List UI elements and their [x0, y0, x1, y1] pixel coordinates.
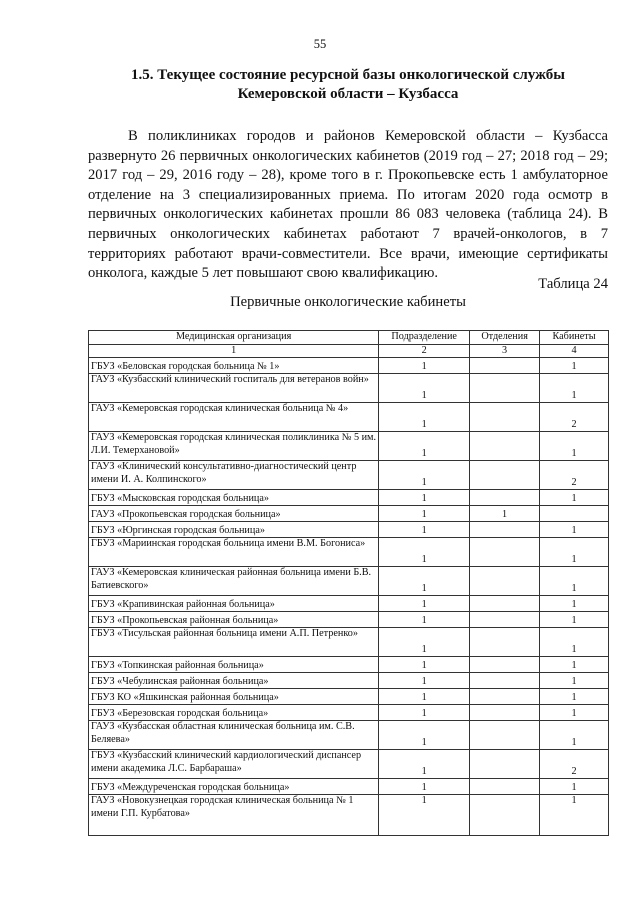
cabinets-cell: 1 [540, 490, 609, 506]
organization-cell: ГБУЗ «Топкинская районная больница» [89, 657, 379, 673]
cabinets-cell: 2 [540, 403, 609, 432]
table-row [89, 596, 609, 612]
subdivision-cell: 1 [379, 612, 470, 628]
table-row [89, 612, 609, 628]
cabinets-cell: 1 [540, 795, 609, 836]
subdivision-cell: 1 [379, 538, 470, 567]
subdivision-cell: 1 [379, 506, 470, 522]
departments-cell [470, 358, 540, 374]
cabinets-cell: 1 [540, 689, 609, 705]
organization-cell: ГБУЗ «Тисульская районная больница имени А.П. Петренко» [89, 628, 379, 657]
organization-cell: ГАУЗ «Кемеровская городская клиническая больница № 4» [89, 403, 379, 432]
departments-cell [470, 779, 540, 795]
organization-cell: ГБУЗ «Крапивинская районная больница» [89, 596, 379, 612]
page-number: 55 [313, 37, 327, 51]
departments-cell [470, 374, 540, 403]
organization-cell: ГАУЗ «Клинический консультативно-диагностический центр имени И. А. Колпинского» [89, 461, 379, 490]
cabinets-cell: 1 [540, 432, 609, 461]
departments-cell [470, 750, 540, 779]
cabinets-cell: 1 [540, 567, 609, 596]
departments-cell [470, 538, 540, 567]
departments-cell [470, 403, 540, 432]
subdivision-cell: 1 [379, 374, 470, 403]
departments-cell [470, 628, 540, 657]
departments-cell [470, 490, 540, 506]
organization-cell: ГБУЗ «Прокопьевская районная больница» [89, 612, 379, 628]
table-row [89, 461, 609, 490]
table-row [89, 721, 609, 750]
table-row [89, 374, 609, 403]
table-row [89, 628, 609, 657]
table-caption: Первичные онкологические кабинеты [230, 294, 466, 310]
table-row [89, 522, 609, 538]
departments-cell [470, 673, 540, 689]
subdivision-cell: 1 [379, 567, 470, 596]
table-row [89, 689, 609, 705]
subdivision-cell: 1 [379, 358, 470, 374]
cabinets-cell: 2 [540, 461, 609, 490]
column-number: 1 [89, 344, 379, 358]
subdivision-cell: 1 [379, 689, 470, 705]
subdivision-cell: 1 [379, 522, 470, 538]
departments-cell [470, 795, 540, 836]
table-row [89, 779, 609, 795]
organization-cell: ГАУЗ «Кузбасский клинический госпиталь для ветеранов войн» [89, 374, 379, 403]
header-cell: Подразделение [379, 331, 470, 345]
cabinets-cell: 1 [540, 522, 609, 538]
header-cell: Медицинская организация [89, 331, 379, 345]
cabinets-cell: 1 [540, 673, 609, 689]
cabinets-cell: 1 [540, 374, 609, 403]
column-number: 3 [470, 344, 540, 358]
departments-cell: 1 [470, 506, 540, 522]
table-row [89, 750, 609, 779]
table-row [89, 432, 609, 461]
cabinets-cell: 1 [540, 596, 609, 612]
organization-cell: ГБУЗ «Березовская городская больница» [89, 705, 379, 721]
table-row [89, 506, 609, 522]
header-cell: Отделения [470, 331, 540, 345]
table-row [89, 403, 609, 432]
subdivision-cell: 1 [379, 461, 470, 490]
heading-line-2: Кемеровской области – Кузбасса [237, 86, 459, 102]
organization-cell: ГАУЗ «Кемеровская клиническая районная больница имени Б.В. Батиевского» [89, 567, 379, 596]
cabinets-cell: 1 [540, 612, 609, 628]
organization-cell: ГАУЗ «Кузбасская областная клиническая больница им. С.В. Беляева» [89, 721, 379, 750]
departments-cell [470, 689, 540, 705]
cabinets-cell: 1 [540, 358, 609, 374]
cabinets-table [88, 330, 609, 836]
column-number: 4 [540, 344, 609, 358]
organization-cell: ГАУЗ «Новокузнецкая городская клиническая больница № 1 имени Г.П. Курбатова» [89, 795, 379, 836]
table-row [89, 705, 609, 721]
departments-cell [470, 612, 540, 628]
organization-cell: ГБУЗ «Беловская городская больница № 1» [89, 358, 379, 374]
organization-cell: ГБУЗ «Чебулинская районная больница» [89, 673, 379, 689]
subdivision-cell: 1 [379, 705, 470, 721]
cabinets-cell: 1 [540, 657, 609, 673]
organization-cell: ГБУЗ «Мариинская городская больница имени В.М. Богониса» [89, 538, 379, 567]
departments-cell [470, 432, 540, 461]
section-heading [88, 66, 608, 104]
departments-cell [470, 461, 540, 490]
organization-cell: ГБУЗ «Мысковская городская больница» [89, 490, 379, 506]
organization-cell: ГАУЗ «Кемеровская городская клиническая поликлиника № 5 им. Л.И. Темерхановой» [89, 432, 379, 461]
subdivision-cell: 1 [379, 596, 470, 612]
cabinets-cell: 2 [540, 750, 609, 779]
subdivision-cell: 1 [379, 490, 470, 506]
organization-cell: ГБУЗ КО «Яшкинская районная больница» [89, 689, 379, 705]
subdivision-cell: 1 [379, 432, 470, 461]
organization-cell: ГБУЗ «Юргинская городская больница» [89, 522, 379, 538]
heading-line-1: 1.5. Текущее состояние ресурсной базы онкологической службы [131, 67, 565, 83]
header-cell: Кабинеты [540, 331, 609, 345]
cabinets-cell: 1 [540, 538, 609, 567]
column-number-row [89, 344, 609, 358]
subdivision-cell: 1 [379, 673, 470, 689]
organization-cell: ГБУЗ «Кузбасский клинический кардиологический диспансер имени академика Л.С. Барбараша» [89, 750, 379, 779]
subdivision-cell: 1 [379, 721, 470, 750]
table-row [89, 567, 609, 596]
table-row [89, 673, 609, 689]
table-row [89, 490, 609, 506]
table-row [89, 358, 609, 374]
subdivision-cell: 1 [379, 628, 470, 657]
departments-cell [470, 657, 540, 673]
cabinets-cell: 1 [540, 705, 609, 721]
cabinets-cell: 1 [540, 628, 609, 657]
body-paragraph: В поликлиниках городов и районов Кемеровской области – Кузбасса развернуто 26 первичных онкологических кабинетов (2019 год – 27; 2018 год – 29; 2017 год – 29, 2016 году – 28), кроме того в г. Прокопьевске есть 1 амбулаторное отделение на 3 специализированных приема. По итогам 2020 года осмотр в первичных онкологических кабинетах прошли 86 083 человека (таблица 24). В первичных онкологических кабинетах работают 7 врачей-онкологов, в 7 территориях работают врачи-совместители. Все врачи, имеющие сертификаты онколога, каждые 5 лет повышают свою квалификацию. [88, 128, 608, 282]
subdivision-cell: 1 [379, 779, 470, 795]
cabinets-cell: 1 [540, 779, 609, 795]
organization-cell: ГБУЗ «Междуреченская городская больница» [89, 779, 379, 795]
cabinets-cell: 1 [540, 721, 609, 750]
table-row [89, 657, 609, 673]
organization-cell: ГАУЗ «Прокопьевская городская больница» [89, 506, 379, 522]
departments-cell [470, 596, 540, 612]
departments-cell [470, 721, 540, 750]
cabinets-cell [540, 506, 609, 522]
table-label: Таблица 24 [538, 276, 608, 292]
departments-cell [470, 522, 540, 538]
subdivision-cell: 1 [379, 657, 470, 673]
table-row [89, 538, 609, 567]
subdivision-cell: 1 [379, 795, 470, 836]
column-number: 2 [379, 344, 470, 358]
departments-cell [470, 567, 540, 596]
table-row [89, 795, 609, 836]
subdivision-cell: 1 [379, 750, 470, 779]
table-header-row [89, 331, 609, 345]
departments-cell [470, 705, 540, 721]
subdivision-cell: 1 [379, 403, 470, 432]
